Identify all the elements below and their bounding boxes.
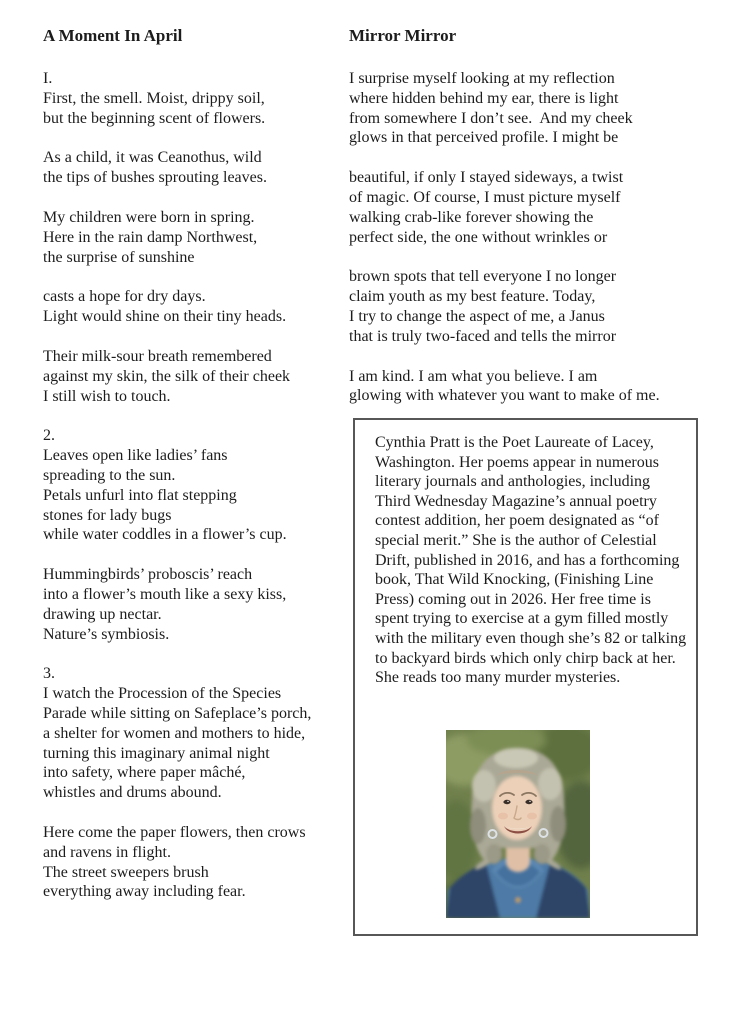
poem-line: I am kind. I am what you believe. I am bbox=[349, 367, 598, 385]
poem-line: Leaves open like ladies’ fans bbox=[43, 447, 228, 465]
poem-line: Petals unfurl into flat stepping bbox=[43, 486, 237, 504]
poem-line: Nature’s symbiosis. bbox=[43, 625, 170, 643]
poem-a-moment-in-april bbox=[43, 26, 343, 922]
stanza bbox=[349, 168, 709, 247]
poem-line: First, the smell. Moist, drippy soil, bbox=[43, 89, 265, 107]
poem-line: into safety, where paper mâché, bbox=[43, 764, 246, 782]
poem-line: of magic. Of course, I must picture myself bbox=[349, 188, 621, 206]
poem-title-right: Mirror Mirror bbox=[349, 26, 457, 45]
poem-line: Light would shine on their tiny heads. bbox=[43, 308, 287, 326]
poem-line: into a flower’s mouth like a sexy kiss, bbox=[43, 585, 287, 603]
poem-line: perfect side, the one without wrinkles or bbox=[349, 228, 608, 246]
author-photo bbox=[446, 730, 590, 918]
author-bio-box bbox=[353, 418, 698, 936]
poem-line: My children were born in spring. bbox=[43, 208, 255, 226]
poem-line: the surprise of sunshine bbox=[43, 248, 195, 266]
poem-line: a shelter for women and mothers to hide, bbox=[43, 724, 306, 742]
stanza bbox=[349, 367, 709, 407]
poem-line: 3. bbox=[43, 665, 55, 683]
poem-line: from somewhere I don’t see. And my cheek bbox=[349, 109, 633, 127]
poem-line: claim youth as my best feature. Today, bbox=[349, 288, 596, 306]
poem-line: brown spots that tell everyone I no longer bbox=[349, 268, 617, 286]
poem-line: Here in the rain damp Northwest, bbox=[43, 228, 258, 246]
author-photo-image bbox=[446, 730, 590, 918]
poem-line: while water coddles in a flower’s cup. bbox=[43, 526, 287, 544]
poem-line: glowing with whatever you want to make of me. bbox=[349, 387, 660, 405]
poem-line: drawing up nectar. bbox=[43, 605, 162, 623]
poem-line: I try to change the aspect of me, a Janus bbox=[349, 307, 605, 325]
stanza bbox=[43, 565, 343, 644]
poem-line: turning this imaginary animal night bbox=[43, 744, 270, 762]
poem-line: but the beginning scent of flowers. bbox=[43, 109, 266, 127]
poem-line: against my skin, the silk of their cheek bbox=[43, 367, 291, 385]
stanza bbox=[349, 69, 709, 148]
poem-line: I surprise myself looking at my reflection bbox=[349, 70, 615, 87]
stanza bbox=[43, 426, 343, 545]
poem-line: everything away including fear. bbox=[43, 883, 246, 901]
poem-line: casts a hope for dry days. bbox=[43, 288, 206, 306]
poem-line: walking crab-like forever showing the bbox=[349, 208, 594, 226]
author-bio-text: Cynthia Pratt is the Poet Laureate of Lacey, Washington. Her poems appear in numerous literary journals and anthologies, including Third Wednesday Magazine’s annual poetry contest addition, her poem designated as “of special merit.” She is the author of Celestial Drift, published in 2016, and has a forthcoming book, That Wild Knocking, (Finishing Line Press) coming out in 2026. Her free time is spent trying to exercise at a gym filled mostly with the military even though she’s 82 or talking to backyard birds which only chirp back at her. She reads too many murder mysteries. bbox=[375, 434, 687, 687]
poem-line: that is truly two-faced and tells the mirror bbox=[349, 327, 617, 345]
poem-line: where hidden behind my ear, there is light bbox=[349, 89, 619, 107]
poem-line: stones for lady bugs bbox=[43, 506, 172, 524]
stanza bbox=[43, 664, 343, 803]
stanza bbox=[43, 148, 343, 188]
stanza bbox=[43, 208, 343, 267]
poem-line: and ravens in flight. bbox=[43, 843, 171, 861]
poem-title-left: A Moment In April bbox=[43, 26, 183, 45]
stanza bbox=[349, 267, 709, 346]
poem-line: I. bbox=[43, 70, 53, 87]
poem-line: glows in that perceived profile. I might be bbox=[349, 129, 619, 147]
poem-line: As a child, it was Ceanothus, wild bbox=[43, 149, 262, 167]
poem-mirror-mirror bbox=[349, 26, 709, 426]
poem-line: Their milk-sour breath remembered bbox=[43, 347, 272, 365]
poem-line: Hummingbirds’ proboscis’ reach bbox=[43, 566, 253, 584]
poem-line: The street sweepers brush bbox=[43, 863, 209, 881]
stanza bbox=[43, 69, 343, 128]
poem-line: beautiful, if only I stayed sideways, a twist bbox=[349, 169, 624, 187]
poem-line: I watch the Procession of the Species bbox=[43, 685, 282, 703]
stanza bbox=[43, 823, 343, 902]
poem-line: the tips of bushes sprouting leaves. bbox=[43, 169, 267, 187]
poem-line: Here come the paper flowers, then crows bbox=[43, 823, 306, 841]
poem-line: 2. bbox=[43, 427, 55, 445]
poem-line: whistles and drums abound. bbox=[43, 784, 222, 802]
stanza bbox=[43, 347, 343, 406]
stanza bbox=[43, 287, 343, 327]
poem-line: Parade while sitting on Safeplace’s porch, bbox=[43, 704, 312, 722]
poem-line: I still wish to touch. bbox=[43, 387, 171, 405]
poem-line: spreading to the sun. bbox=[43, 466, 176, 484]
